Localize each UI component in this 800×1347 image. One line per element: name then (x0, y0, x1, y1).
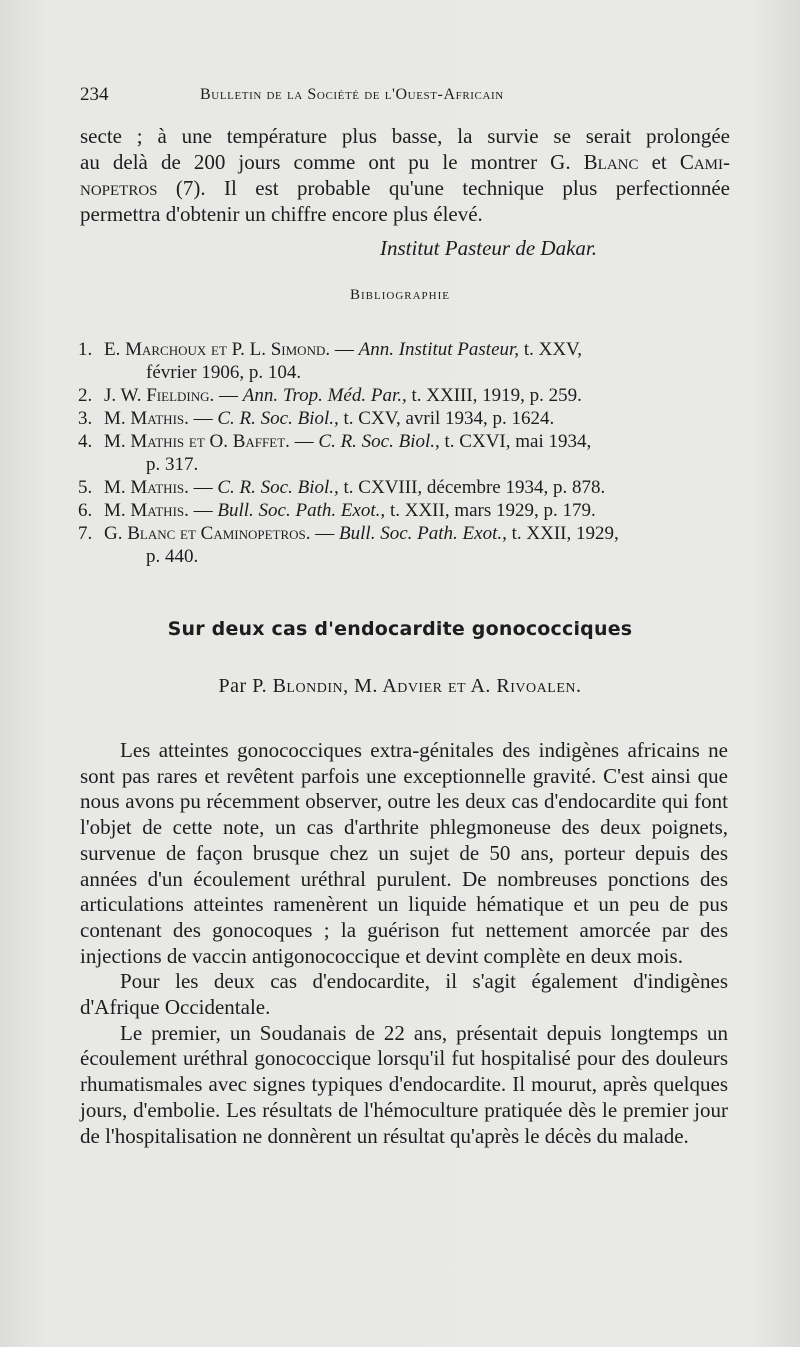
reference-details: t. XXII, 1929, (506, 523, 619, 544)
reference-author: E. Marchoux et P. L. Simond. (104, 339, 331, 360)
intro-line: permettra d'obtenir un chiffre encore plus élevé. (80, 202, 483, 226)
reference-number: 7. (78, 523, 93, 544)
reference-separator: — (188, 408, 218, 429)
intro-line: au delà de 200 jours comme ont pu le montrer G. Blanc et Cami- (80, 150, 730, 174)
authors-names: P. Blondin, M. Advier et A. Rivoalen. (252, 675, 582, 697)
reference-number: 2. (78, 385, 93, 406)
reference-source: Ann. Institut Pasteur, (358, 339, 520, 360)
reference-continuation: p. 317. (146, 454, 199, 475)
reference-details: t. CXV, avril 1934, p. 1624. (338, 408, 555, 429)
reference-author: M. Mathis et O. Baffet. (104, 431, 290, 452)
reference-number: 3. (78, 408, 93, 429)
reference-author: M. Mathis. (104, 500, 189, 521)
reference-item (78, 476, 730, 499)
reference-separator: — (289, 431, 319, 452)
reference-source: C. R. Soc. Biol., (217, 477, 339, 498)
page-header (80, 84, 760, 110)
bibliography-heading: Bibliographie (350, 287, 450, 303)
reference-number: 5. (78, 477, 93, 498)
bibliography-list (78, 338, 730, 568)
reference-author: G. Blanc et Caminopetros. (104, 523, 311, 544)
article-authors (0, 675, 800, 698)
reference-source: Bull. Soc. Path. Exot., (339, 523, 507, 544)
reference-source: Ann. Trop. Méd. Par., (242, 385, 407, 406)
reference-source: C. R. Soc. Biol., (217, 408, 339, 429)
reference-number: 4. (78, 431, 93, 452)
reference-item (78, 384, 730, 407)
article-paragraph: Les atteintes gonococciques extra-génitales des indigènes africains ne sont pas rares et revêtent parfois une exceptionnelle gravité. C'est ainsi que nous avons pu récemment observer, outre les deux cas d'endocardite qui font l'objet de cette note, un cas d'arthrite phlegmoneuse des deux poignets, survenue de façon brusque chez un sujet de 50 ans, porteur depuis des années d'un écoulement uréthral purulent. De nombreuses ponctions des articulations atteintes ramenèrent un liquide hématique et un peu de pus contenant des gonocoques ; la guérison fut nettement amorcée par des injections de vaccin antigonococcique et devint complète en deux mois. (80, 738, 728, 968)
page-number: 234 (80, 84, 109, 105)
reference-separator: — (330, 339, 359, 360)
reference-source: Bull. Soc. Path. Exot., (217, 500, 386, 521)
intro-line: secte ; à une température plus basse, la survie se serait prolongée (80, 124, 730, 148)
article-title: Sur deux cas d'endocardite gonococciques (167, 618, 633, 640)
reference-item (78, 499, 730, 522)
reference-separator: — (188, 500, 218, 521)
reference-details: t. XXV, (519, 339, 583, 360)
article-body (80, 738, 728, 1149)
reference-separator: — (310, 523, 340, 544)
authors-prefix: Par (218, 675, 247, 697)
reference-details: t. XXII, mars 1929, p. 179. (385, 500, 596, 521)
reference-details: t. XXIII, 1919, p. 259. (406, 385, 582, 406)
reference-item (78, 407, 730, 430)
running-title: Bulletin de la Société de l'Ouest-Africain (200, 86, 504, 103)
intro-line: nopetros (7). Il est probable qu'une technique plus perfectionnée (80, 176, 730, 200)
reference-number: 1. (78, 339, 93, 360)
affiliation: Institut Pasteur de Dakar. (380, 236, 597, 260)
reference-author: J. W. Fielding. (104, 385, 215, 406)
reference-continuation: février 1906, p. 104. (146, 362, 302, 383)
reference-author: M. Mathis. (104, 408, 189, 429)
reference-separator: — (214, 385, 243, 406)
reference-item (78, 522, 730, 568)
reference-details: t. CXVIII, décembre 1934, p. 878. (338, 477, 606, 498)
reference-item (78, 338, 730, 384)
article-paragraph: Pour les deux cas d'endocardite, il s'agit également d'indigènes d'Afrique Occidentale. (80, 969, 728, 1020)
article-paragraph: Le premier, un Soudanais de 22 ans, présentait depuis longtemps un écoulement uréthral gonococcique lorsqu'il fut hospitalisé pour des douleurs rhumatismales avec signes typiques d'endocardite. Il mourut, après quelques jours, d'embolie. Les résultats de l'hémoculture pratiquée dès le premier jour de l'hospitalisation ne donnèrent un résultat qu'après le décès du malade. (80, 1020, 728, 1148)
reference-details: t. CXVI, mai 1934, (439, 431, 592, 452)
reference-separator: — (188, 477, 218, 498)
reference-source: C. R. Soc. Biol., (318, 431, 440, 452)
reference-author: M. Mathis. (104, 477, 189, 498)
reference-item (78, 430, 730, 476)
reference-continuation: p. 440. (146, 546, 199, 567)
intro-paragraph (80, 123, 730, 227)
reference-number: 6. (78, 500, 93, 521)
